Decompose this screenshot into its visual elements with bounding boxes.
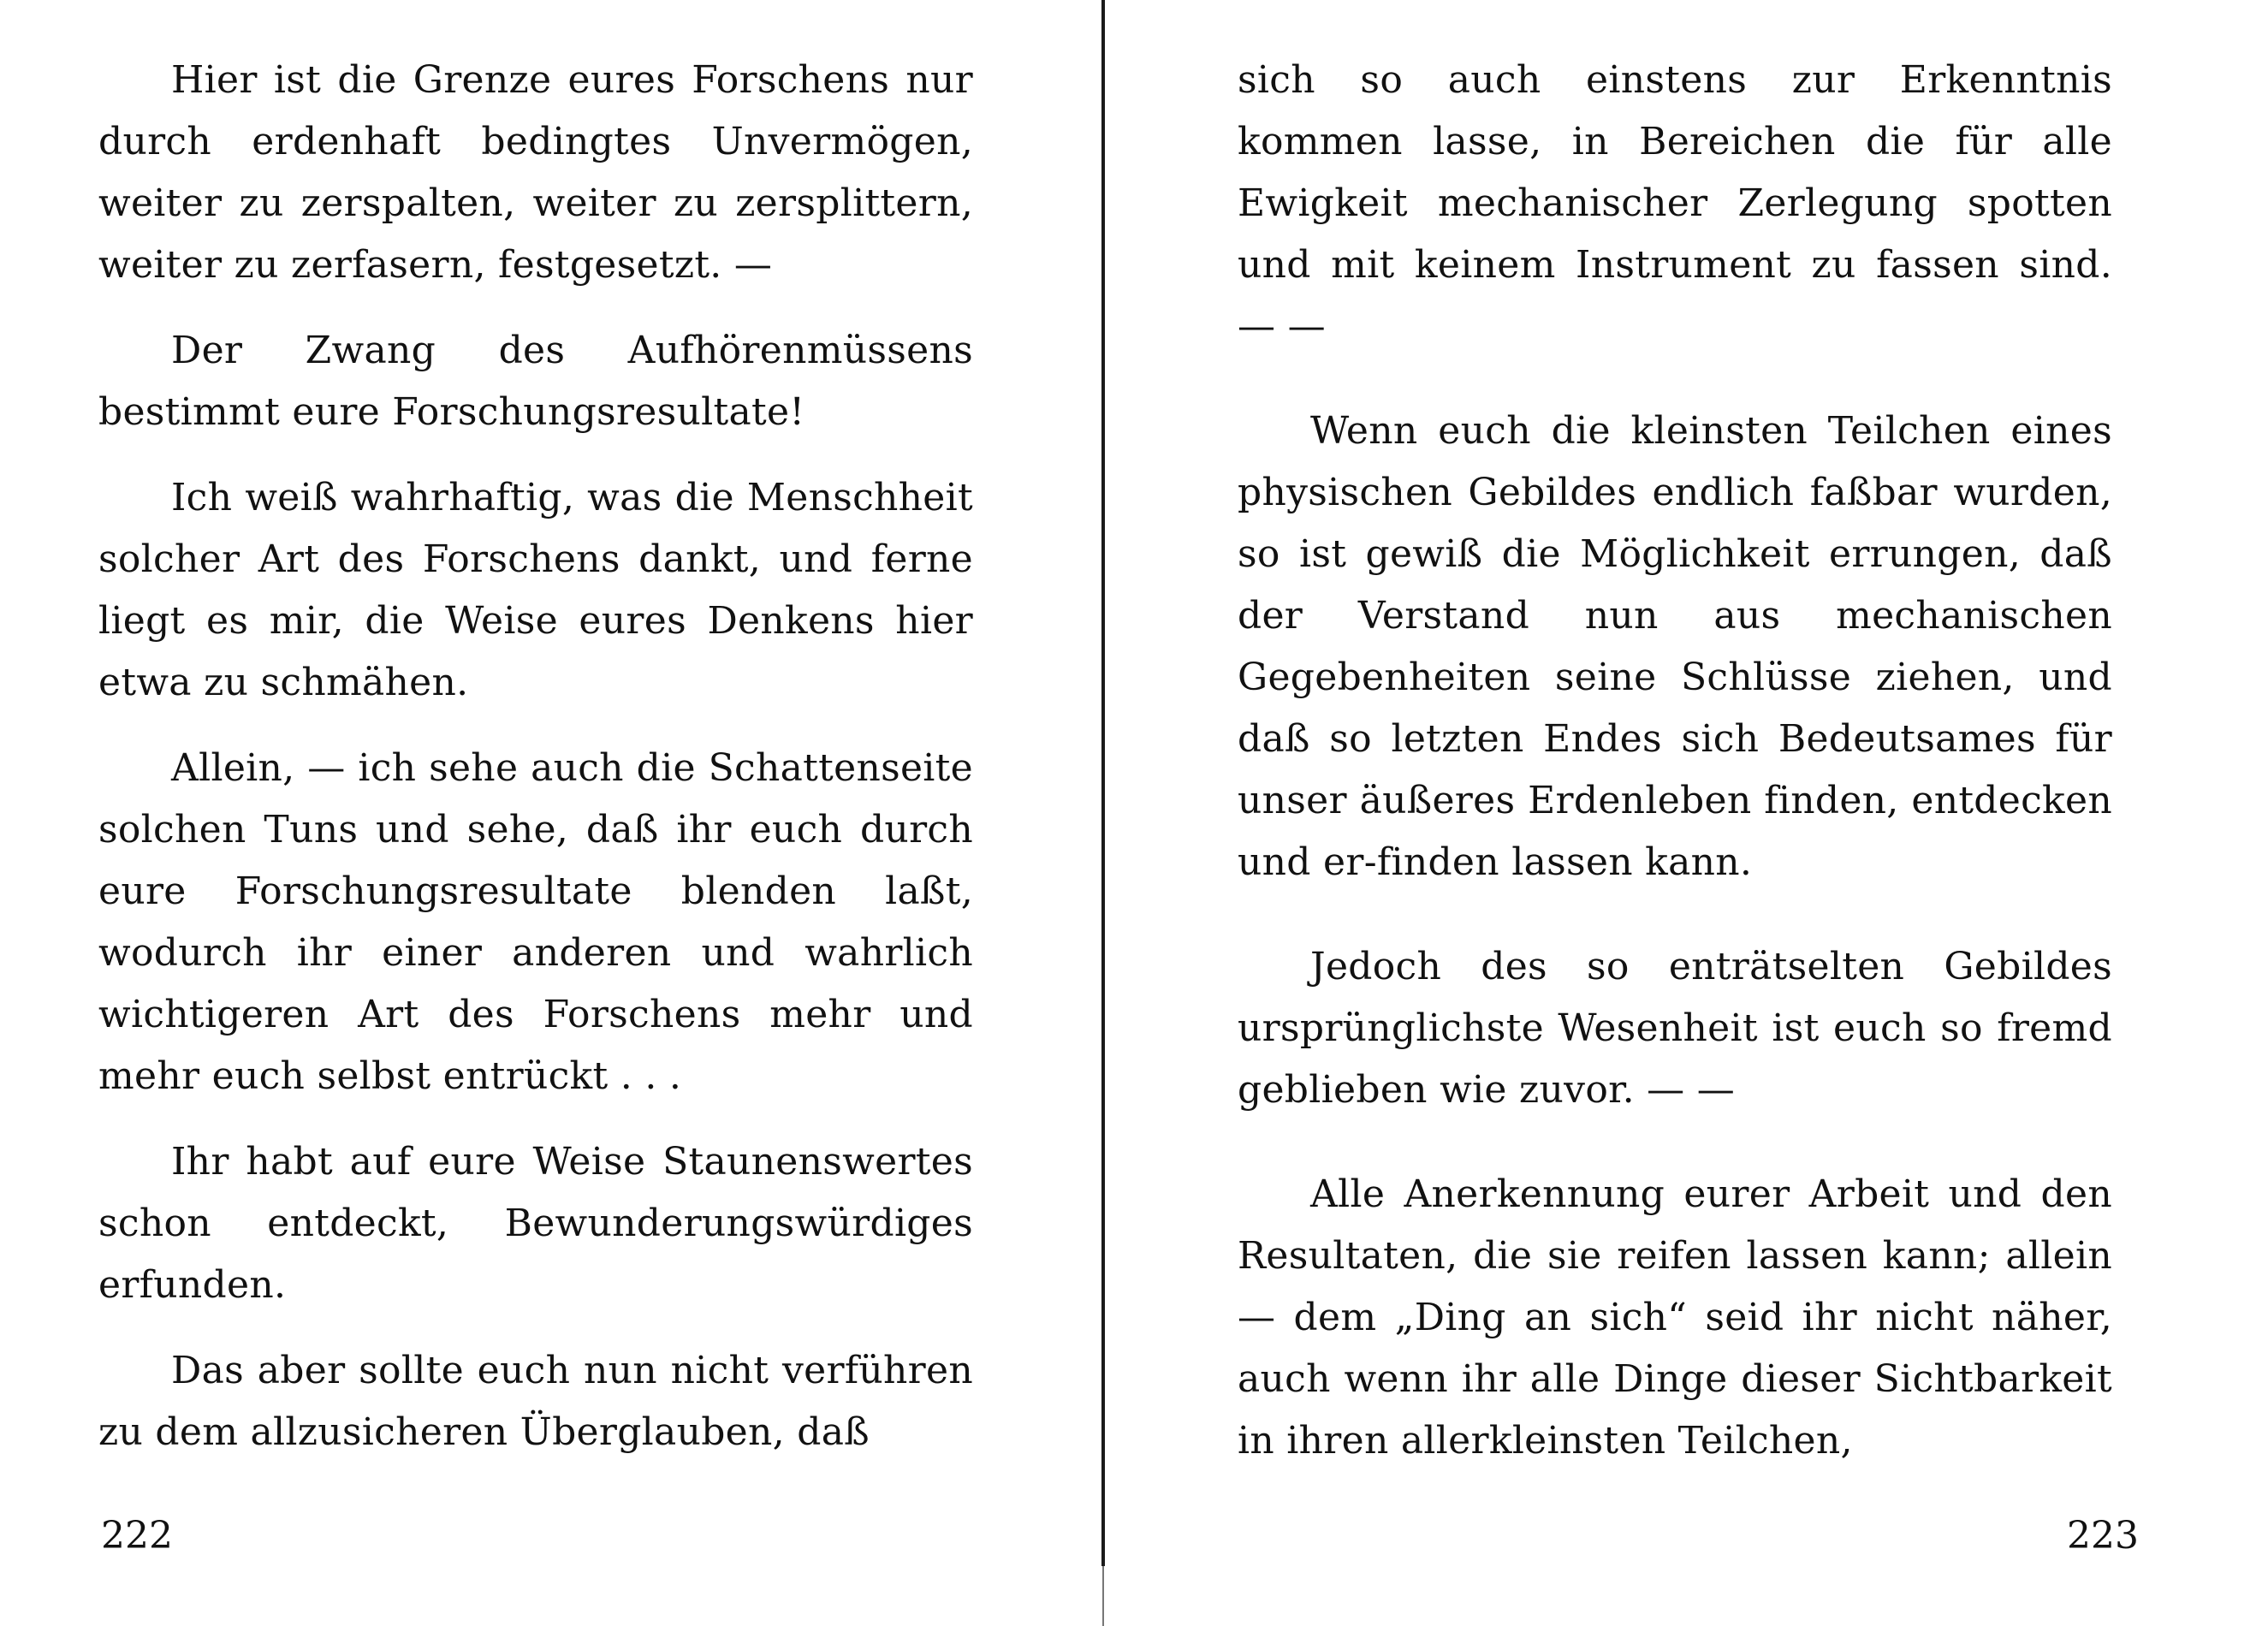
paragraph: sich so auch einstens zur Erkenntnis kommen lasse, in Bereichen die für alle Ewigkeit mechanischer Zerlegung spotten und mit keinem Instrument zu fassen sind. — — <box>1238 58 2112 348</box>
page-number: 222 <box>101 1514 173 1558</box>
paragraph: Wenn euch die kleinsten Teilchen eines physischen Gebildes endlich faßbar wurden, so ist gewiß die Möglichkeit errungen, daß der Verstand nun aus mechanischen Gegebenheiten seine Schlüsse ziehen, und daß so letzten Endes sich Bedeutsames für unser äußeres Erdenleben finden, entdecken und er-finden lassen kann. <box>1238 409 2112 884</box>
paragraph: Allein, — ich sehe auch die Schattenseite solchen Tuns und sehe, daß ihr euch durch eure Forschungsresultate blenden laßt, wodurch ihr einer anderen und wahrlich wichtigeren Art des Forschens mehr und mehr euch selbst entrückt . . . <box>98 746 973 1098</box>
gutter-line <box>1101 0 1105 1566</box>
paragraph: Ich weiß wahrhaftig, was die Menschheit solcher Art des Forschens dankt, und ferne liegt es mir, die Weise eures Denkens hier etwa zu schmähen. <box>98 476 973 704</box>
paragraph: Der Zwang des Aufhörenmüssens bestimmt eure Forschungsresultate! <box>98 329 973 434</box>
gutter-line-fade <box>1102 1566 1104 1626</box>
right-page-text <box>1238 50 2112 1496</box>
paragraph: Ihr habt auf eure Weise Staunenswertes schon entdeckt, Bewunderungswürdiges erfunden. <box>98 1140 973 1307</box>
book-gutter <box>1100 0 1107 1626</box>
paragraph: Alle Anerkennung eurer Arbeit und den Resultaten, die sie reifen lassen kann; allein — dem „Ding an sich“ seid ihr nicht näher, auch wenn ihr alle Dinge dieser Sichtbarkeit in ihren allerkleinsten Teilchen, <box>1238 1172 2112 1463</box>
left-page-text <box>98 50 973 1487</box>
paragraph: Jedoch des so enträtselten Gebildes ursprünglichste Wesenheit ist euch so fremd geblieben wie zuvor. — — <box>1238 945 2112 1112</box>
left-page <box>0 0 1095 1626</box>
page-number: 223 <box>2067 1514 2139 1558</box>
paragraph: Hier ist die Grenze eures Forschens nur durch erdenhaft bedingtes Unvermögen, weiter zu zerspalten, weiter zu zersplittern, weiter zu zerfasern, festgesetzt. — <box>98 58 973 287</box>
paragraph: Das aber sollte euch nun nicht verführen zu dem allzusicheren Überglauben, daß <box>98 1349 973 1454</box>
right-page <box>1113 0 2268 1626</box>
